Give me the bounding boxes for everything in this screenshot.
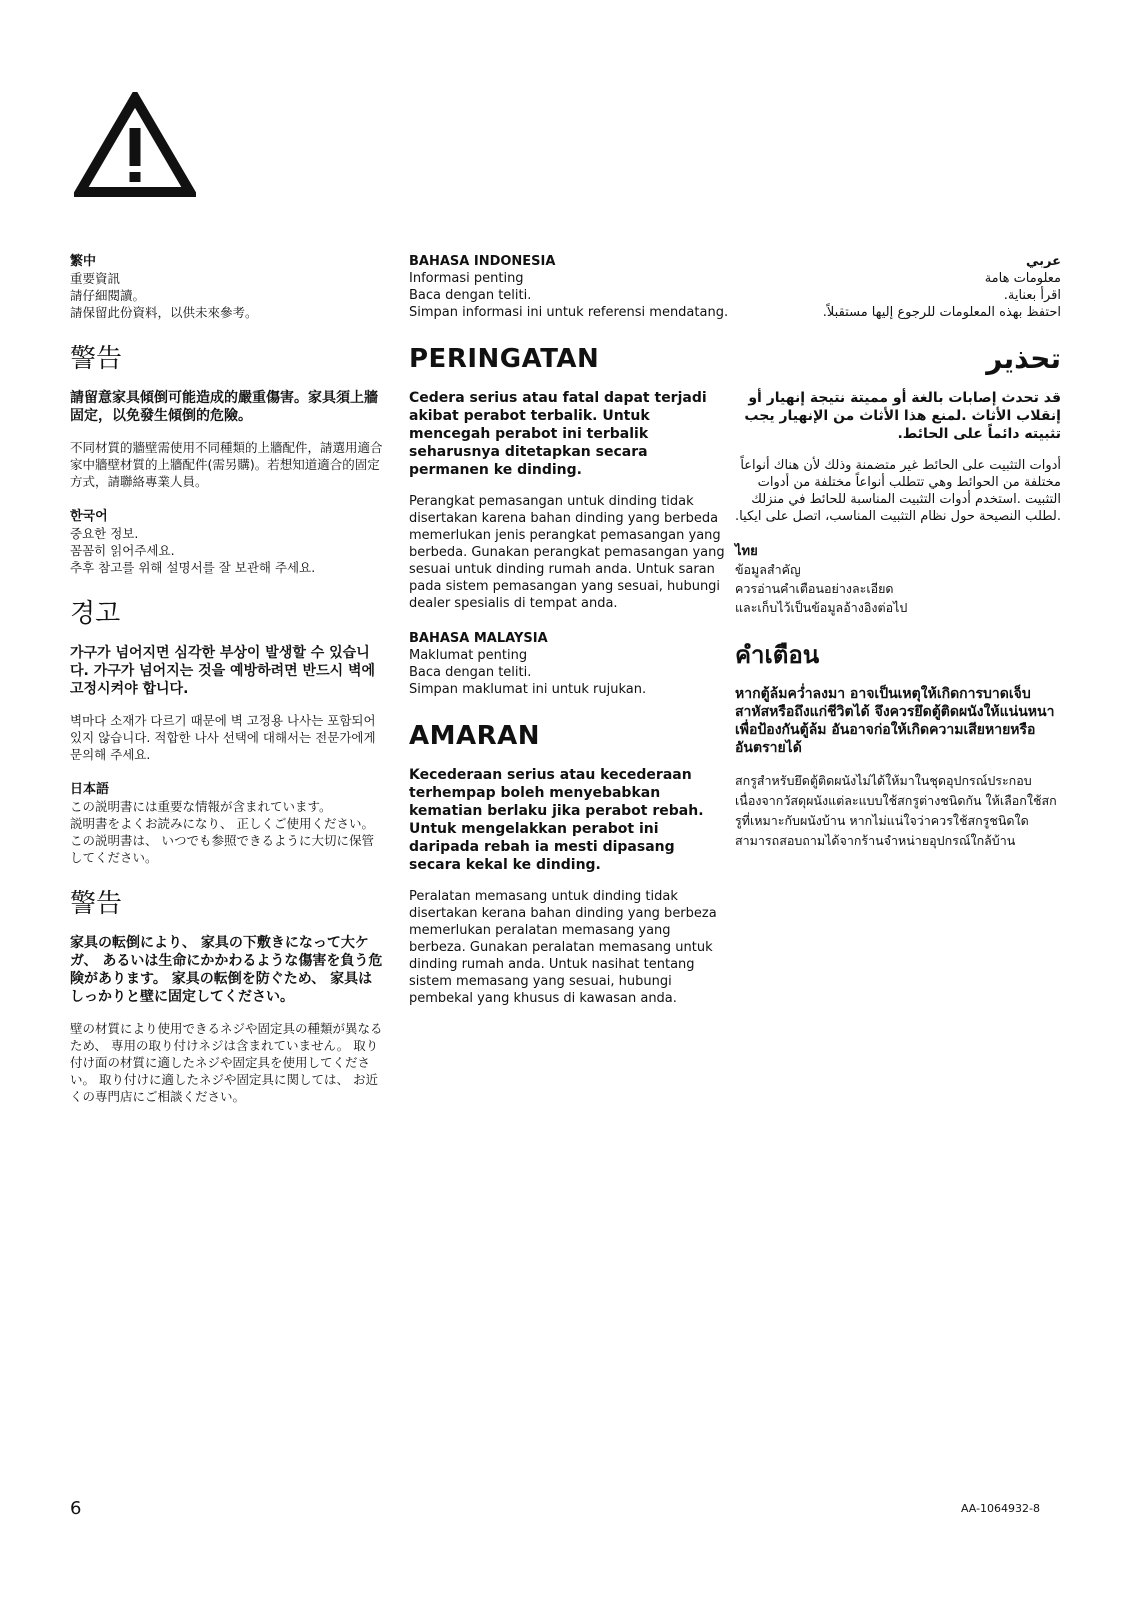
intro-line: Maklumat penting [409, 648, 528, 663]
intro-line: Simpan informasi ini untuk referensi mendatang. [409, 305, 729, 320]
section-traditional-chinese [70, 253, 385, 490]
language-heading: BAHASA INDONESIA [409, 254, 556, 269]
warning-body: หากตู้ล้มคว่ำลงมา อาจเป็นเหตุให้เกิดการบาดเจ็บสาหัสหรือถึงแก่ชีวิตได้ จึงควรยึดตู้ติดผนังให้แน่นหนา เพื่อป้องกันตู้ล้ม อันอาจก่อให้เกิดความเสียหายหรืออันตรายได้ [735, 686, 1055, 756]
warning-title: AMARAN [409, 721, 541, 751]
intro-line: この説明書は、 いつでも参照できるように大切に保管してください。 [70, 833, 374, 865]
warning-body: 請留意家具傾倒可能造成的嚴重傷害。家具須上牆固定，以免發生傾倒的危險。 [70, 390, 378, 424]
intro-line: ควรอ่านคำเตือนอย่างละเอียด [735, 581, 894, 596]
right-column [735, 253, 1061, 869]
intro-line: اقرأ بعناية. [1003, 288, 1061, 303]
section-korean [70, 508, 385, 763]
warning-title: 警告 [70, 889, 123, 919]
warning-title: PERINGATAN [409, 344, 600, 374]
warning-body: قد تحدث إصابات بالغة أو مميتة نتيجة إنهيار أو إنقلاب الأثاث .لمنع هذا الأثاث من الإنهيار يجب تثبيته دائماً على الحائط. [744, 390, 1061, 442]
warning-triangle-icon [74, 92, 196, 198]
section-thai [735, 543, 1061, 851]
warning-title: คำเตือน [735, 641, 820, 669]
warning-body: 가구가 넘어지면 심각한 부상이 발생할 수 있습니다. 가구가 넘어지는 것을 예방하려면 반드시 벽에 고정시켜야 합니다. [70, 645, 376, 697]
intro-line: และเก็บไว้เป็นข้อมูลอ้างอิงต่อไป [735, 600, 908, 615]
intro-line: Informasi penting [409, 271, 524, 286]
middle-column [409, 253, 729, 1025]
detail-text: Perangkat pemasangan untuk dinding tidak disertakan karena bahan dinding yang berbeda memerlukan jenis perangkat pemasangan yang berbeda. Gunakan perangkat pemasangan yang sesuai untuk dinding rumah anda. Untuk saran pada sistem pemasangan yang sesuai, hubungi dealer spesialis di tempat anda. [409, 494, 725, 611]
intro-line: 請仔細閱讀。 [70, 288, 146, 303]
warning-body: 家具の転倒により、 家具の下敷きになって大ケガ、 あるいは生命にかかわるような傷害を負う危険があります。 家具の転倒を防ぐため、 家具はしっかりと壁に固定してください。 [70, 935, 383, 1005]
section-arabic [735, 253, 1061, 525]
detail-text: Peralatan memasang untuk dinding tidak disertakan kerana bahan dinding yang berbeza memerlukan peralatan memasang yang berbeza. Gunakan peralatan memasang untuk dinding rumah anda. Untuk nasihat tentang sistem memasang yang sesuai, hubungi pembekal yang khusus di kawasan anda. [409, 889, 717, 1006]
intro-line: 중요한 정보. [70, 526, 139, 541]
intro-line: Simpan maklumat ini untuk rujukan. [409, 682, 647, 697]
detail-text: 벽마다 소재가 다르기 때문에 벽 고정용 나사는 포함되어 있지 않습니다. 적합한 나사 선택에 대해서는 전문가에게 문의해 주세요. [70, 713, 376, 762]
language-heading: عربي [1025, 254, 1061, 269]
detail-text: أدوات التثبيت على الحائط غير متضمنة وذلك لأن هناك أنواعاً مختلفة من الحوائط وهي تتطلب أنواعاً مختلفة من أدوات التثبيت .استخدم أدوات التثبيت المناسبة للحائط في منزلك .لطلب النصيحة حول نظام التثبيت المناسب، اتصل على ايكيا. [735, 458, 1061, 524]
language-heading: 繁中 [70, 254, 97, 269]
warning-title: 경고 [70, 599, 121, 629]
section-bahasa-malaysia [409, 630, 729, 1007]
detail-text: 不同材質的牆壁需使用不同種類的上牆配件，請選用適合家中牆壁材質的上牆配件(需另購)。若想知道適合的固定方式，請聯絡專業人員。 [70, 440, 383, 489]
language-heading: 한국어 [70, 509, 108, 524]
left-column [70, 253, 385, 1123]
intro-line: 꼼꼼히 읽어주세요. [70, 543, 175, 558]
section-bahasa-indonesia [409, 253, 729, 612]
language-heading: 日本語 [70, 782, 110, 797]
intro-line: Baca dengan teliti. [409, 288, 532, 303]
warning-body: Kecederaan serius atau kecederaan terhempap boleh menyebabkan kematian berlaku jika perabot rebah. Untuk mengelakkan perabot ini daripada rebah ia mesti dipasang secara kekal ke dinding. [409, 767, 704, 873]
intro-line: 重要資訊 [70, 271, 121, 286]
intro-line: Baca dengan teliti. [409, 665, 532, 680]
section-japanese [70, 781, 385, 1105]
intro-line: ข้อมูลสำคัญ [735, 562, 801, 577]
document-code: AA-1064932-8 [960, 1502, 1040, 1515]
intro-line: 請保留此份資料，以供未來參考。 [70, 305, 258, 320]
detail-text: 壁の材質により使用できるネジや固定具の種類が異なるため、 専用の取り付けネジは含まれていません。 取り付け面の材質に適したネジや固定具を使用してください。 取り付けに適したネジや固定具に関しては、 お近くの専門店にご相談ください。 [70, 1021, 383, 1104]
intro-line: この説明書には重要な情報が含まれています。 [70, 799, 332, 814]
page-number: 6 [70, 1498, 82, 1519]
intro-line: احتفظ بهذه المعلومات للرجوع إليها مستقبلاً. [822, 305, 1061, 320]
detail-text: สกรูสำหรับยึดตู้ติดผนังไม่ได้ให้มาในชุดอุปกรณ์ประกอบ เนื่องจากวัสดุผนังแต่ละแบบใช้สกรูต่างชนิดกัน ให้เลือกใช้สกรูที่เหมาะกับผนังบ้าน หากไม่แน่ใจว่าควรใช้สกรูชนิดใด สามารถสอบถามได้จากร้านจำหน่ายอุปกรณ์ใกล้บ้าน [735, 773, 1057, 848]
warning-body: Cedera serius atau fatal dapat terjadi akibat perabot terbalik. Untuk mencegah perabot ini terbalik seharusnya ditetapkan secara permanen ke dinding. [409, 390, 707, 478]
warning-title: 警告 [70, 344, 123, 374]
language-heading: ไทย [735, 544, 758, 559]
intro-line: 説明書をよくお読みになり、 正しくご使用ください。 [70, 816, 374, 831]
intro-line: 추후 참고를 위해 설명서를 잘 보관해 주세요. [70, 560, 316, 575]
language-heading: BAHASA MALAYSIA [409, 631, 548, 646]
warning-title: تحذير [986, 342, 1061, 375]
intro-line: معلومات هامة [984, 271, 1061, 286]
